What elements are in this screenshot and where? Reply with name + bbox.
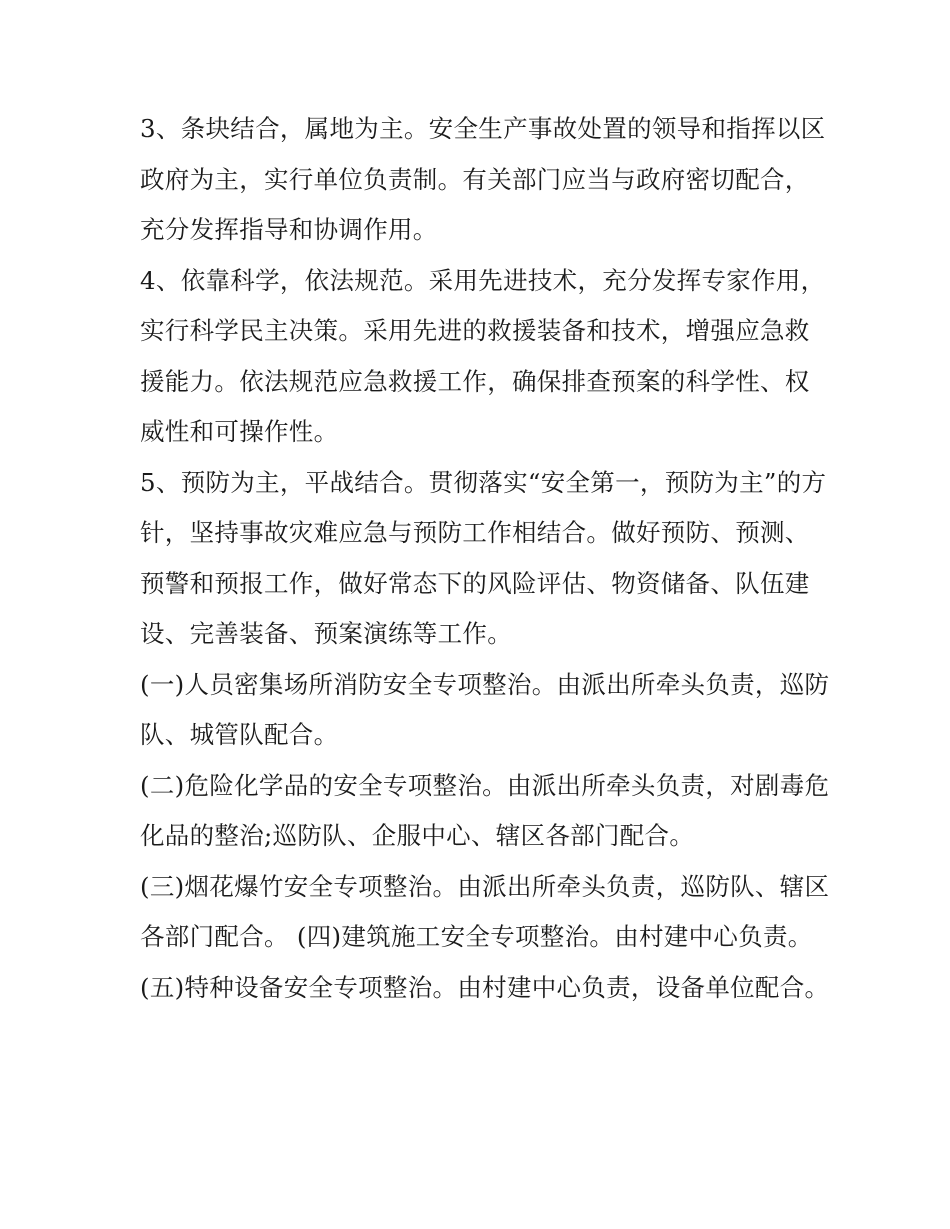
paragraph-principle-4: 4、依靠科学，依法规范。采用先进技术，充分发挥专家作用，实行科学民主决策。采用先进的救援装备和技术，增强应急救援能力。依法规范应急救援工作，确保排查预案的科学性、权威性和可操作性。 [140, 265, 826, 446]
paragraph-item-3-4: (三)烟花爆竹安全专项整治。由派出所牵头负责，巡防队、辖区各部门配合。 (四)建筑施工安全专项整治。由村建中心负责。 [140, 871, 830, 951]
paragraph-principle-3: 3、条块结合，属地为主。安全生产事故处置的领导和指挥以区政府为主，实行单位负责制。有关部门应当与政府密切配合，充分发挥指导和协调作用。 [140, 114, 826, 244]
paragraph-item-1: (一)人员密集场所消防安全专项整治。由派出所牵头负责，巡防队、城管队配合。 [140, 669, 830, 749]
paragraph-item-5: (五)特种设备安全专项整治。由村建中心负责，设备单位配合。 [140, 972, 830, 1002]
paragraph-item-2: (二)危险化学品的安全专项整治。由派出所牵头负责，对剧毒危化品的整治;巡防队、企服中心、辖区各部门配合。 [140, 770, 830, 850]
document-body [140, 104, 830, 1013]
paragraph-principle-5: 5、预防为主，平战结合。贯彻落实“安全第一，预防为主”的方针，坚持事故灾难应急与预防工作相结合。做好预防、预测、预警和预报工作，做好常态下的风险评估、物资储备、队伍建设、完善装备、预案演练等工作。 [140, 467, 827, 648]
